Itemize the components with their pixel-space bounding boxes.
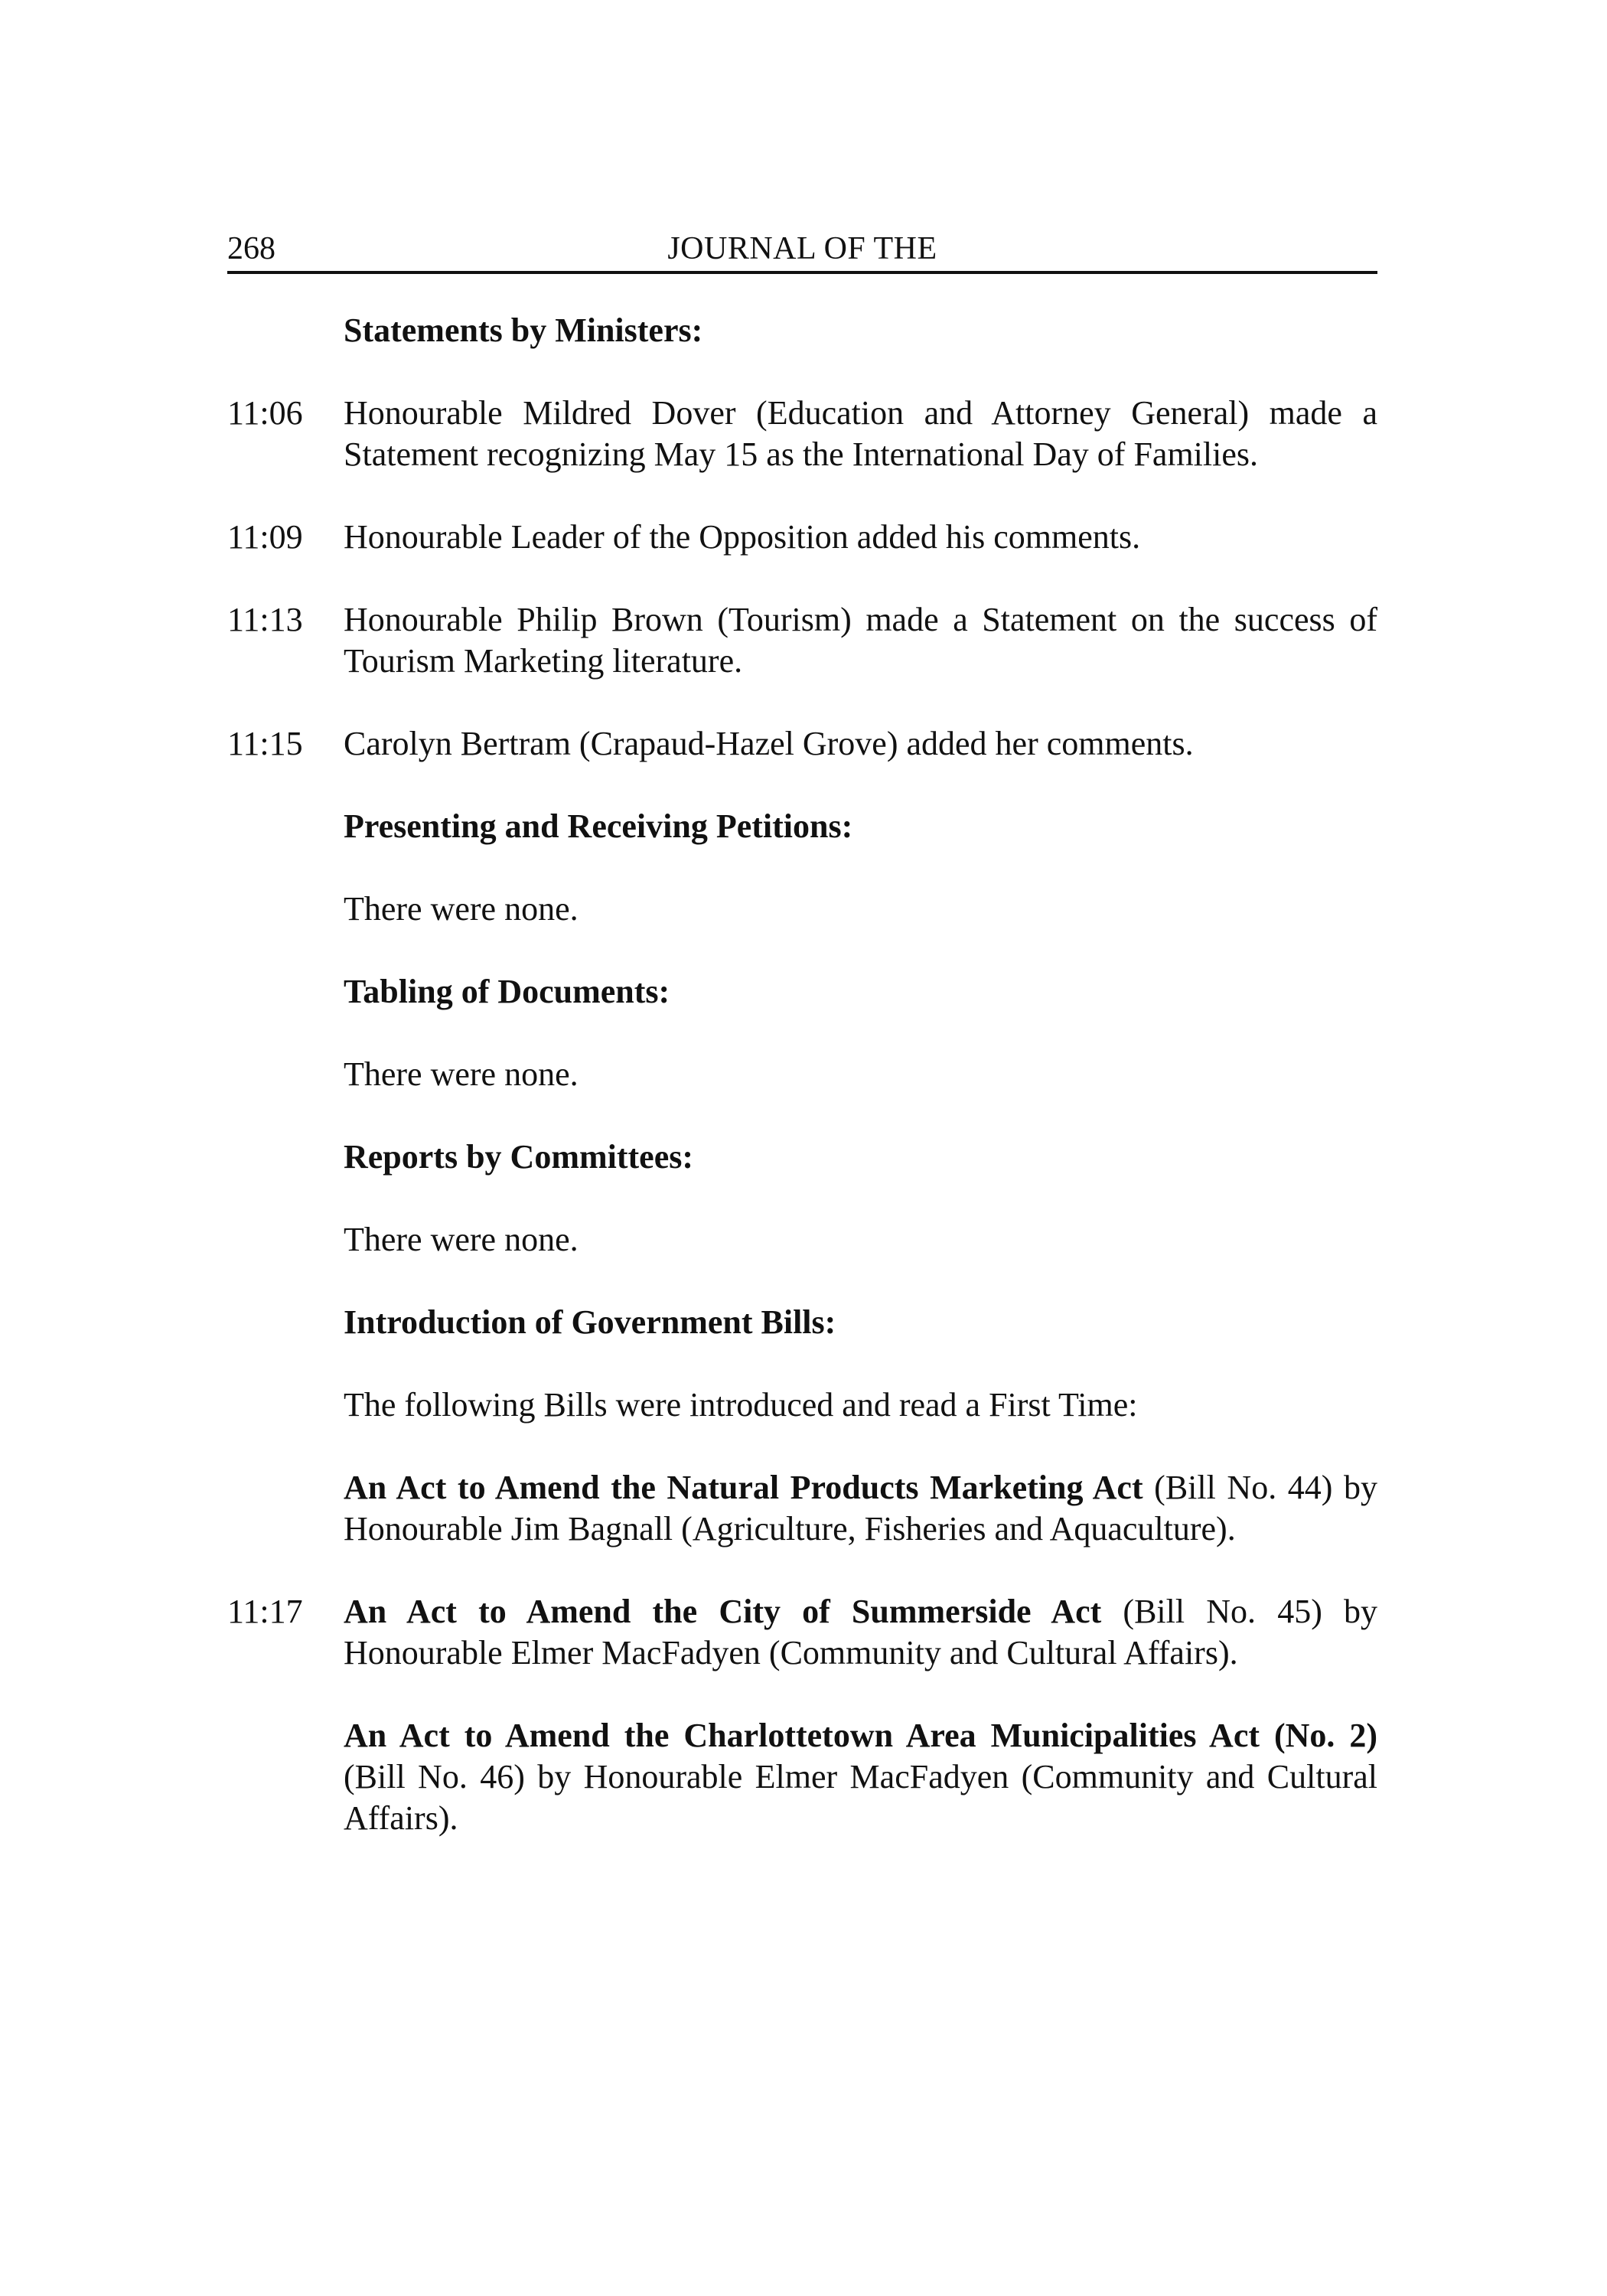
section-heading-petitions: Presenting and Receiving Petitions:: [344, 807, 853, 845]
entry-text: Honourable Philip Brown (Tourism) made a Statement on the success of Tourism Marketing literature.: [344, 601, 1377, 680]
section-heading-statements: Statements by Ministers:: [344, 311, 703, 349]
statement-entry: [227, 723, 1377, 765]
bill-entry: [227, 1591, 1377, 1674]
bill-entry: [227, 1467, 1377, 1550]
section-heading-bills: Introduction of Government Bills:: [344, 1303, 836, 1341]
bill-details: (Bill No. 45) by Honourable Elmer MacFadyen (Community and Cultural Affairs).: [344, 1593, 1377, 1671]
petitions-text: There were none.: [344, 890, 579, 928]
reports-text: There were none.: [344, 1221, 579, 1258]
bill-details: (Bill No. 46) by Honourable Elmer MacFadyen (Community and Cultural Affairs).: [344, 1758, 1377, 1837]
bill-title: An Act to Amend the Charlottetown Area Municipalities Act (No. 2): [344, 1717, 1377, 1754]
entry-time: 11:13: [227, 601, 303, 638]
journal-content: [227, 310, 1377, 1839]
bill-details: (Bill No. 44) by Honourable Jim Bagnall (Agriculture, Fisheries and Aquaculture).: [344, 1469, 1377, 1548]
entry-text: Carolyn Bertram (Crapaud-Hazel Grove) added her comments.: [344, 725, 1194, 762]
statement-entry: [227, 393, 1377, 475]
bill-entry: [227, 1715, 1377, 1839]
bills-intro: The following Bills were introduced and read a First Time:: [344, 1386, 1138, 1424]
entry-time: 11:15: [227, 725, 303, 762]
bill-title: An Act to Amend the Natural Products Marketing Act: [344, 1469, 1143, 1506]
entry-text: Honourable Mildred Dover (Education and Attorney General) made a Statement recognizing May 15 as the International Day of Families.: [344, 394, 1377, 473]
statement-entry: [227, 599, 1377, 682]
page-number: 268: [227, 231, 275, 266]
section-heading-reports: Reports by Committees:: [344, 1138, 693, 1176]
entry-time: 11:17: [227, 1593, 303, 1630]
running-head: JOURNAL OF THE: [667, 231, 937, 266]
section-heading-tabling: Tabling of Documents:: [344, 973, 670, 1010]
bill-title: An Act to Amend the City of Summerside Act: [344, 1593, 1102, 1630]
entry-time: 11:06: [227, 394, 303, 432]
page-header: [227, 227, 1377, 274]
statement-entry: [227, 517, 1377, 558]
entry-time: 11:09: [227, 518, 303, 556]
tabling-text: There were none.: [344, 1055, 579, 1093]
entry-text: Honourable Leader of the Opposition added his comments.: [344, 518, 1141, 556]
